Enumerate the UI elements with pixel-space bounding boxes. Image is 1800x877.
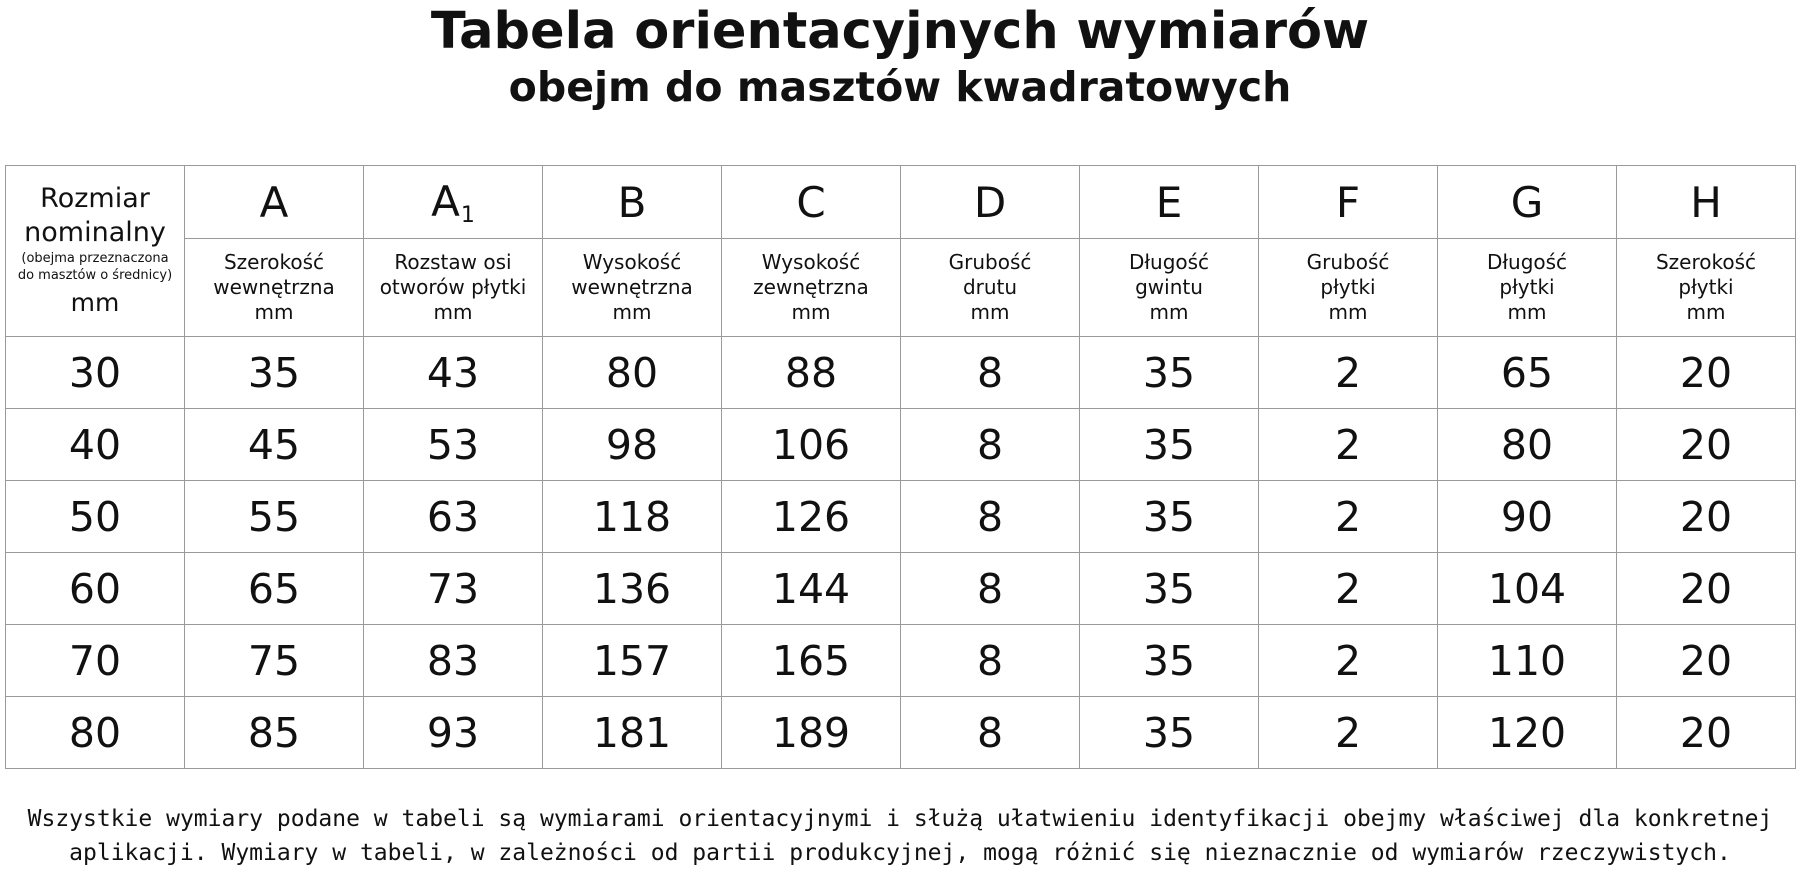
footnote — [0, 802, 1800, 870]
table-cell: 20 — [1617, 625, 1796, 697]
nominal-size-cell: 50 — [6, 481, 185, 553]
column-letter-header — [901, 166, 1080, 239]
column-description-line: Rozstaw osi — [394, 250, 512, 274]
table-cell: 35 — [1080, 553, 1259, 625]
column-description-header — [1617, 239, 1796, 337]
table-cell: 8 — [901, 337, 1080, 409]
table-cell: 2 — [1259, 409, 1438, 481]
nominal-size-cell: 60 — [6, 553, 185, 625]
table-cell: 80 — [543, 337, 722, 409]
table-row — [6, 337, 1796, 409]
column-description-header — [543, 239, 722, 337]
table-cell: 83 — [364, 625, 543, 697]
table-row — [6, 481, 1796, 553]
nominal-size-cell: 40 — [6, 409, 185, 481]
column-letter: C — [796, 177, 826, 227]
table-row — [6, 697, 1796, 769]
column-description-line: Grubość — [1306, 250, 1390, 274]
column-description-line: płytki — [1320, 275, 1376, 299]
column-description-line: płytki — [1678, 275, 1734, 299]
column-description-header — [185, 239, 364, 337]
column-description-header — [1259, 239, 1438, 337]
table-cell: 90 — [1438, 481, 1617, 553]
column-letter: F — [1335, 177, 1361, 227]
column-letter: G — [1510, 177, 1544, 227]
column-letter-header — [364, 166, 543, 239]
table-cell: 35 — [1080, 337, 1259, 409]
nominal-size-label-line1: Rozmiar — [40, 183, 150, 214]
column-description-line: Szerokość — [1655, 250, 1757, 274]
column-letter-header — [543, 166, 722, 239]
column-letter: A — [431, 176, 460, 226]
column-description-line: mm — [433, 300, 473, 324]
table-cell: 118 — [543, 481, 722, 553]
table-cell: 35 — [185, 337, 364, 409]
table-cell: 157 — [543, 625, 722, 697]
column-description-header — [364, 239, 543, 337]
column-description-line: mm — [254, 300, 294, 324]
table-cell: 85 — [185, 697, 364, 769]
table-row — [6, 409, 1796, 481]
table-cell: 2 — [1259, 481, 1438, 553]
column-letter-header — [185, 166, 364, 239]
table-cell: 88 — [722, 337, 901, 409]
nominal-size-label-line2: nominalny — [24, 217, 166, 248]
column-description-line: mm — [1686, 300, 1726, 324]
table-cell: 8 — [901, 625, 1080, 697]
column-letter-header — [1259, 166, 1438, 239]
table-cell: 65 — [185, 553, 364, 625]
nominal-size-note-line1: (obejma przeznaczona — [21, 251, 169, 266]
table-cell: 20 — [1617, 697, 1796, 769]
table-cell: 126 — [722, 481, 901, 553]
column-description-line: wewnętrzna — [213, 275, 335, 299]
column-description-header — [901, 239, 1080, 337]
table-cell: 110 — [1438, 625, 1617, 697]
table-cell: 65 — [1438, 337, 1617, 409]
column-description-line: Grubość — [948, 250, 1032, 274]
table-cell: 75 — [185, 625, 364, 697]
table-cell: 55 — [185, 481, 364, 553]
column-letter: H — [1690, 177, 1722, 227]
column-description-line: drutu — [962, 275, 1018, 299]
table-cell: 35 — [1080, 697, 1259, 769]
header-letters-row — [6, 166, 1796, 239]
table-cell: 45 — [185, 409, 364, 481]
column-description-line: płytki — [1499, 275, 1555, 299]
table-cell: 80 — [1438, 409, 1617, 481]
table-cell: 2 — [1259, 697, 1438, 769]
table-cell: 98 — [543, 409, 722, 481]
column-description-line: Długość — [1486, 250, 1568, 274]
column-description-header — [722, 239, 901, 337]
column-description-line: mm — [1149, 300, 1189, 324]
table-cell: 20 — [1617, 337, 1796, 409]
column-description-line: mm — [612, 300, 652, 324]
column-description-header — [1080, 239, 1259, 337]
table-cell: 8 — [901, 697, 1080, 769]
column-letter-header — [1438, 166, 1617, 239]
table-cell: 35 — [1080, 409, 1259, 481]
table-cell: 144 — [722, 553, 901, 625]
table-cell: 20 — [1617, 481, 1796, 553]
column-letter: B — [617, 177, 647, 227]
table-cell: 189 — [722, 697, 901, 769]
table-cell: 181 — [543, 697, 722, 769]
table-cell: 2 — [1259, 625, 1438, 697]
table-cell: 8 — [901, 481, 1080, 553]
page-subtitle: obejm do masztów kwadratowych — [508, 63, 1292, 111]
table-cell: 8 — [901, 553, 1080, 625]
column-description-line: mm — [970, 300, 1010, 324]
nominal-size-header — [6, 166, 185, 337]
nominal-size-cell: 70 — [6, 625, 185, 697]
table-cell: 20 — [1617, 409, 1796, 481]
column-description-line: otworów płytki — [379, 275, 527, 299]
column-letter-subscript: 1 — [460, 202, 475, 228]
nominal-size-note-line2: do masztów o średnicy) — [17, 268, 173, 283]
column-description-line: zewnętrzna — [753, 275, 869, 299]
column-letter: D — [973, 177, 1007, 227]
footnote-line1: Wszystkie wymiary podane w tabeli są wymiarami orientacyjnymi i służą ułatwieniu identyfikacji obejmy właściwej dla konkretnej — [27, 806, 1773, 832]
nominal-size-unit: mm — [70, 288, 120, 317]
table-cell: 43 — [364, 337, 543, 409]
table-cell: 35 — [1080, 481, 1259, 553]
column-description-line: mm — [1328, 300, 1368, 324]
dimensions-table — [5, 165, 1796, 769]
column-letter: A — [259, 177, 289, 227]
table-cell: 136 — [543, 553, 722, 625]
table-cell: 2 — [1259, 553, 1438, 625]
table-cell: 20 — [1617, 553, 1796, 625]
table-cell: 106 — [722, 409, 901, 481]
table-cell: 8 — [901, 409, 1080, 481]
table-cell: 120 — [1438, 697, 1617, 769]
column-description-line: Wysokość — [761, 250, 861, 274]
header-descriptions-row — [6, 239, 1796, 337]
column-description-line: gwintu — [1135, 275, 1203, 299]
table-cell: 63 — [364, 481, 543, 553]
table-row — [6, 553, 1796, 625]
footnote-line2: aplikacji. Wymiary w tabeli, w zależności od partii produkcyjnej, mogą różnić się nieznacznie od wymiarów rzeczywistych. — [69, 840, 1731, 866]
column-description-line: Szerokość — [223, 250, 325, 274]
column-description-header — [1438, 239, 1617, 337]
table-body — [6, 337, 1796, 769]
table-cell: 165 — [722, 625, 901, 697]
column-letter-header — [722, 166, 901, 239]
table-cell: 73 — [364, 553, 543, 625]
column-letter-header — [1617, 166, 1796, 239]
column-description-line: mm — [1507, 300, 1547, 324]
nominal-size-cell: 80 — [6, 697, 185, 769]
table-cell: 104 — [1438, 553, 1617, 625]
table-row — [6, 625, 1796, 697]
column-letter-header — [1080, 166, 1259, 239]
column-letter: E — [1155, 177, 1183, 227]
column-description-line: mm — [791, 300, 831, 324]
column-description-line: Długość — [1128, 250, 1210, 274]
table-cell: 35 — [1080, 625, 1259, 697]
nominal-size-cell: 30 — [6, 337, 185, 409]
table-cell: 53 — [364, 409, 543, 481]
table-cell: 2 — [1259, 337, 1438, 409]
column-description-line: Wysokość — [582, 250, 682, 274]
table-cell: 93 — [364, 697, 543, 769]
page-title: Tabela orientacyjnych wymiarów — [430, 2, 1370, 61]
column-description-line: wewnętrzna — [571, 275, 693, 299]
